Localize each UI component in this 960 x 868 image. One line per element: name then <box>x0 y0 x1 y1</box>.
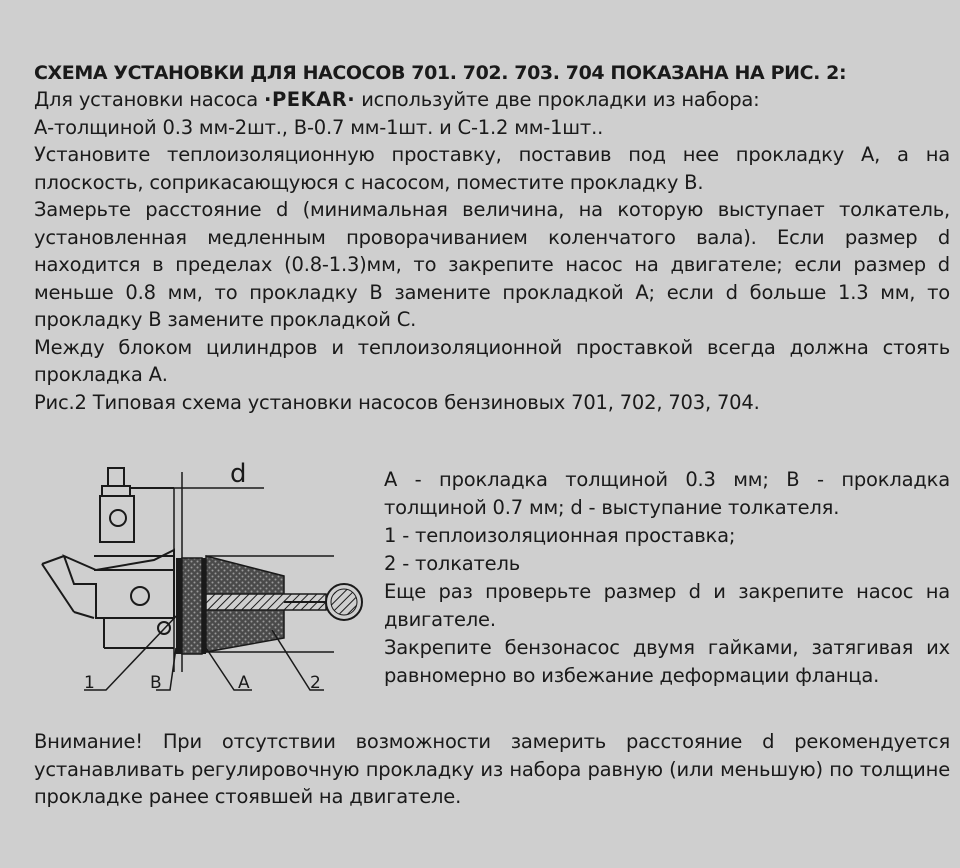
between-paragraph: Между блоком цилиндров и теплоизоляционной проставкой всегда должна стоять прокладка А. <box>34 335 950 386</box>
label-d: d <box>230 459 247 489</box>
measure-paragraph: Замерьте расстояние d (минимальная величина, на которую выступает толкатель, установленная медленным проворачиванием коленчатого вала). Если размер d находится в пределах (0.8-1.3)мм, то закрепите насос на двигателе; если размер d меньше 0.8 мм, то прокладку В замените прокладкой А; если d больше 1.3 мм, то прокладку В замените прокладкой С. <box>34 198 950 331</box>
intro-line-2: А-толщиной 0.3 мм-2шт., В-0.7 мм-1шт. и С-1.2 мм-1шт.. <box>34 115 604 139</box>
intro-text-before: Для установки насоса <box>34 88 265 111</box>
gasket-b <box>176 558 182 654</box>
label-a: A <box>238 673 250 693</box>
legend-fasten: Закрепите бензонасос двумя гайками, затягивая их равномерно во избежание деформации фланца. <box>384 636 950 687</box>
diagram-legend <box>384 466 950 690</box>
spacer <box>182 558 202 654</box>
intro-line-1 <box>34 86 950 114</box>
pump-body <box>42 468 174 648</box>
figure-caption: Рис.2 Типовая схема установки насосов бензиновых 701, 702, 703, 704. <box>34 390 760 414</box>
warning-note <box>34 728 950 811</box>
installation-diagram <box>34 452 364 702</box>
legend-pusher: 2 - толкатель <box>384 552 521 575</box>
legend-recheck: Еще раз проверьте размер d и закрепите насос на двигателе. <box>384 580 950 631</box>
legend-spacer: 1 - теплоизоляционная проставка; <box>384 524 736 547</box>
label-1: 1 <box>84 673 95 693</box>
label-b: B <box>150 673 162 693</box>
brand-name: ·PEKAR· <box>264 88 356 111</box>
spacer-paragraph: Установите теплоизоляционную проставку, поставив под нее прокладку А, а на плоскость, соприкасающуюся с насосом, поместите прокладку В. <box>34 143 950 194</box>
instruction-text <box>34 60 950 416</box>
intro-text-after: используйте две прокладки из набора: <box>355 88 760 111</box>
page-heading: СХЕМА УСТАНОВКИ ДЛЯ НАСОСОВ 701. 702. 703. 704 ПОКАЗАНА НА РИС. 2: <box>34 62 847 84</box>
label-2: 2 <box>310 673 321 693</box>
warning-text: Внимание! При отсутствии возможности замерить расстояние d рекомендуется устанавливать регулировочную прокладку из набора равную (или меньшую) по толщине прокладке ранее стоявшей на двигателе. <box>34 730 950 808</box>
legend-gaskets: А - прокладка толщиной 0.3 мм; В - прокладка толщиной 0.7 мм; d - выступание толкателя. <box>384 468 950 519</box>
diagram-svg <box>34 452 364 702</box>
